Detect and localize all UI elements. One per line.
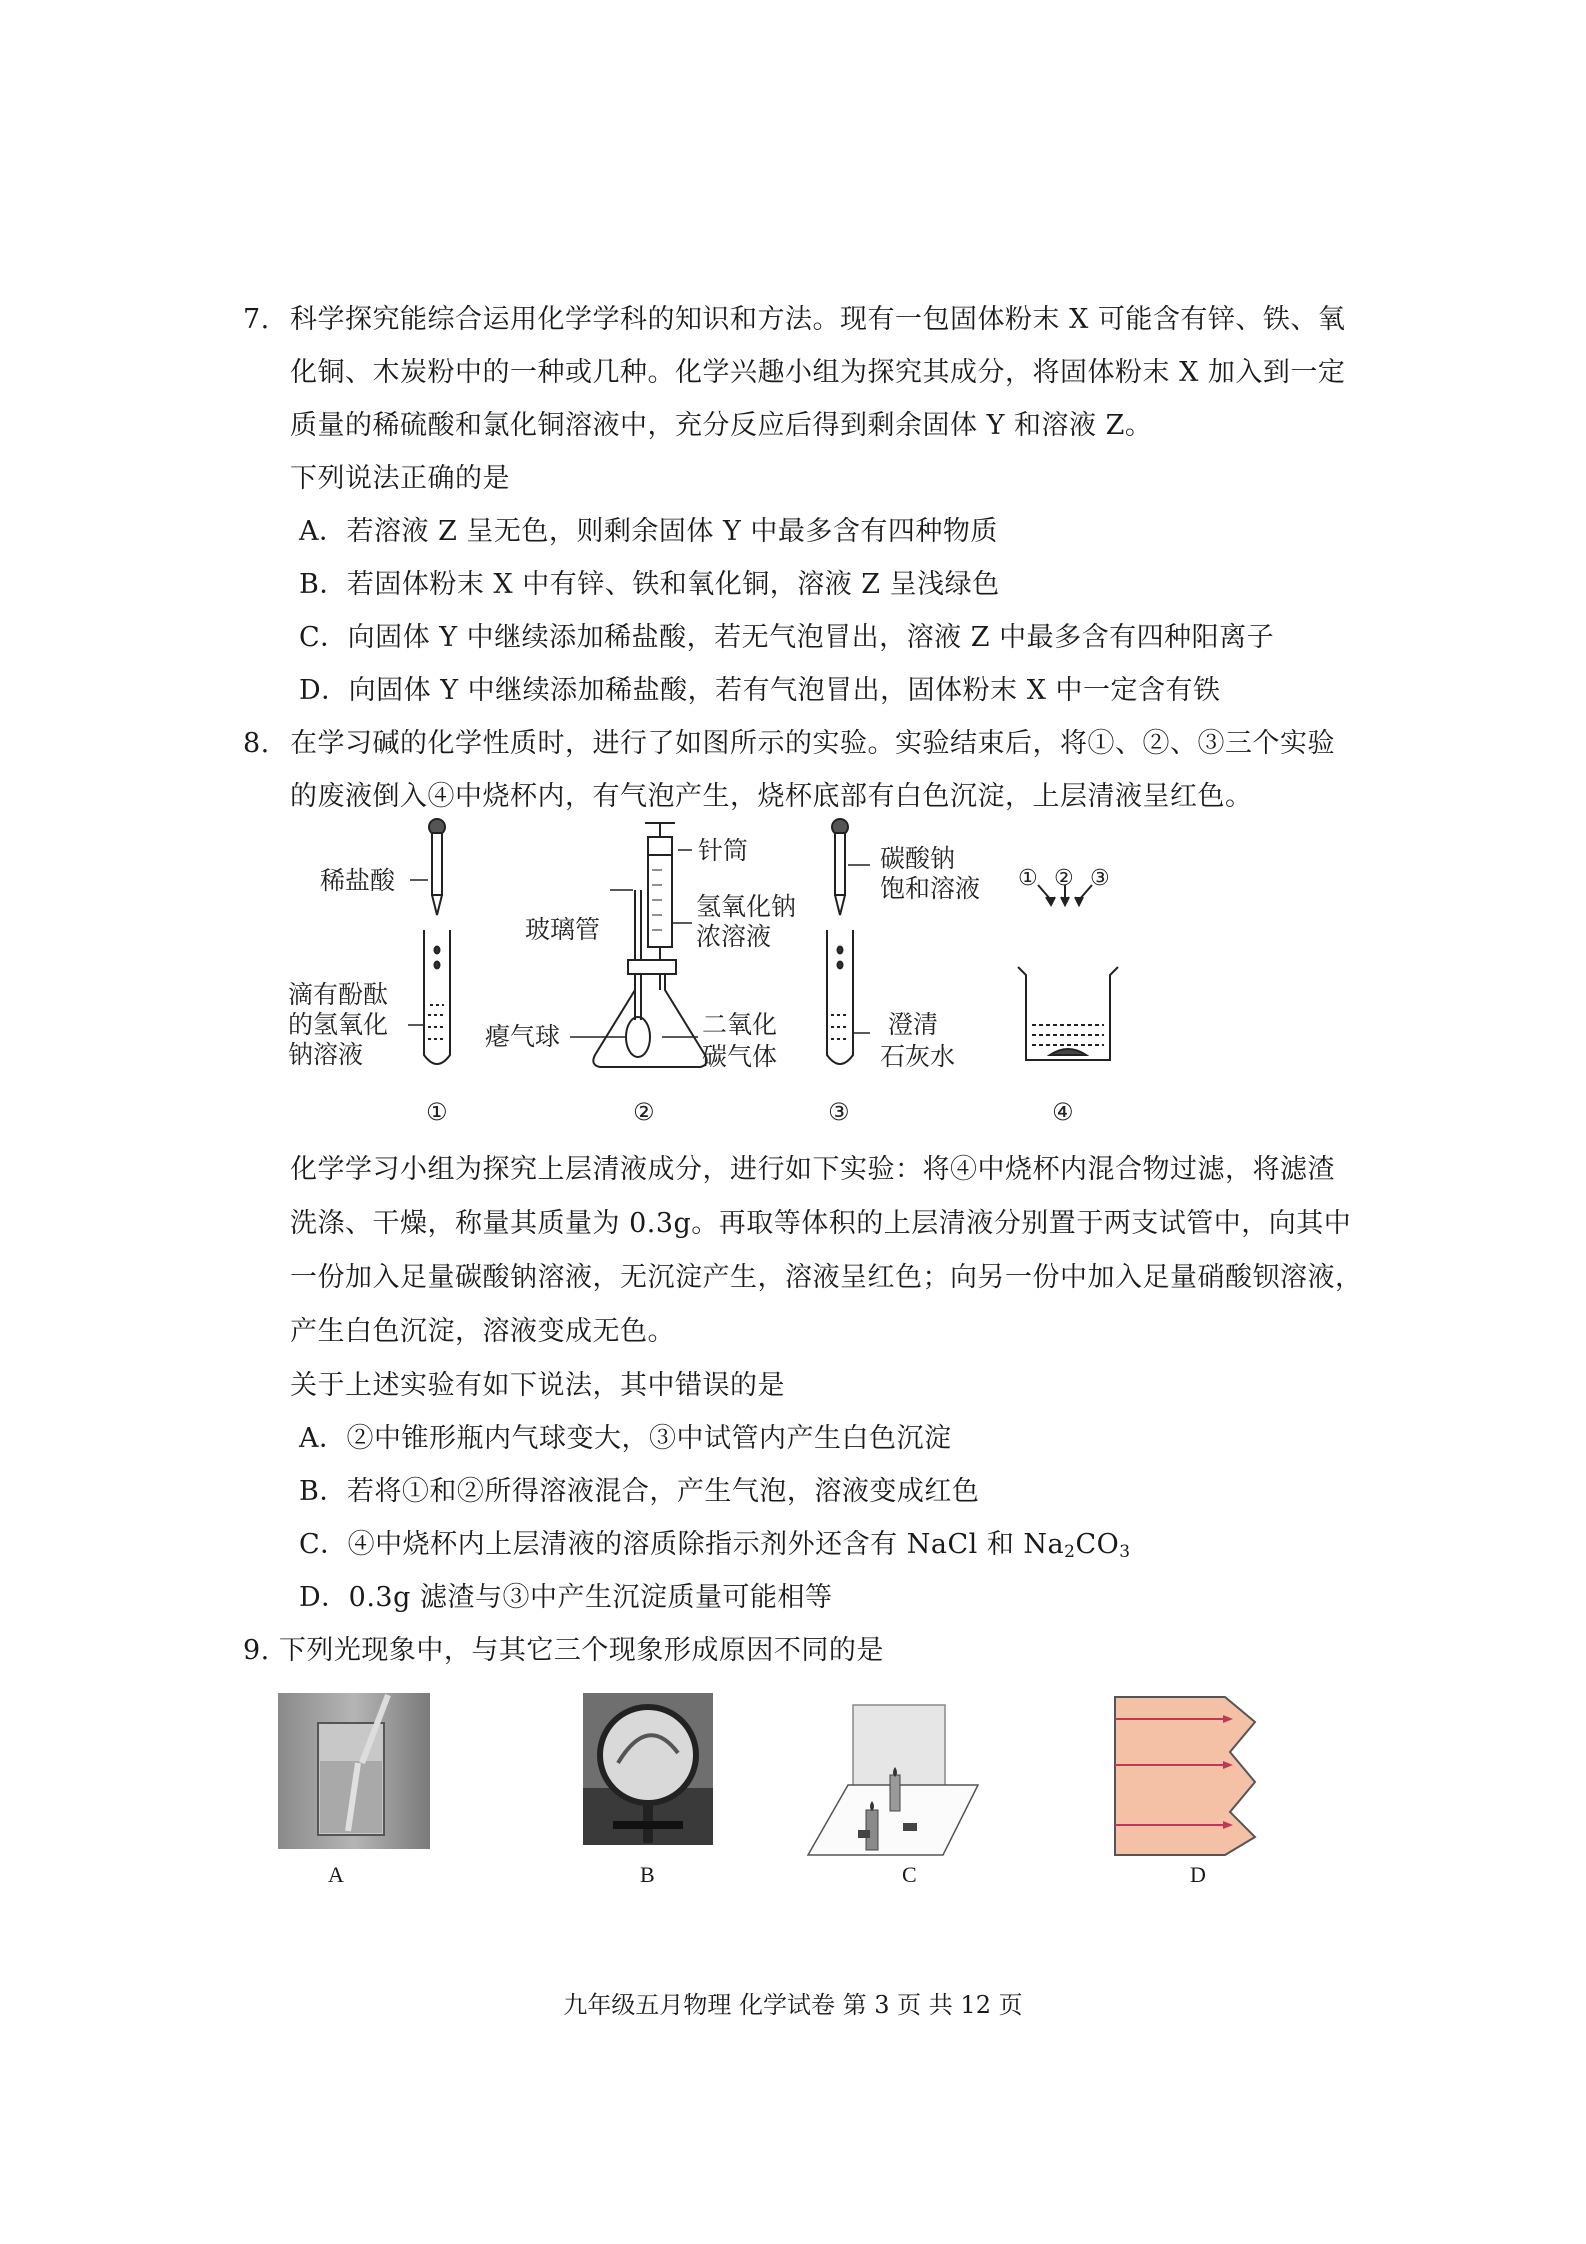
pour-label-2: ② bbox=[1054, 866, 1074, 891]
label-na2co3-1: 碳酸钠 bbox=[880, 844, 956, 873]
experiment-1 bbox=[408, 819, 450, 1064]
label-glass-tube: 玻璃管 bbox=[525, 915, 601, 944]
q8-number: 8. bbox=[243, 728, 270, 759]
q9-stem: 9. 下列光现象中，与其它三个现象形成原因不同的是 bbox=[243, 1635, 884, 1666]
label-limewater-2: 石灰水 bbox=[880, 1042, 956, 1071]
q9-image-c bbox=[808, 1705, 978, 1855]
q8-line-2: 的废液倒入④中烧杯内，有气泡产生，烧杯底部有白色沉淀，上层清液呈红色。 bbox=[290, 781, 1253, 812]
q7-stem: 下列说法正确的是 bbox=[290, 463, 510, 494]
q7-number: 7. bbox=[243, 304, 270, 335]
caption-1: ① bbox=[426, 1098, 448, 1126]
q8-option-b: B．若将①和②所得溶液混合，产生气泡，溶液变成红色 bbox=[299, 1476, 980, 1507]
label-naoh-1: 氢氧化钠 bbox=[696, 892, 797, 921]
q8-para-line-2: 洗涤、干燥，称量其质量为 0.3g。再取等体积的上层清液分别置于两支试管中，向其中 bbox=[290, 1208, 1352, 1239]
label-syringe: 针筒 bbox=[698, 836, 749, 865]
experiment-2 bbox=[570, 823, 707, 1067]
q9-image-d bbox=[1115, 1697, 1265, 1857]
q9-caption-b: B bbox=[640, 1862, 655, 1887]
q8-para-line-4: 产生白色沉淀，溶液变成无色。 bbox=[290, 1316, 675, 1347]
experiment-4 bbox=[1018, 885, 1118, 1060]
page-footer: 九年级五月物理 化学试卷 第 3 页 共 12 页 bbox=[563, 1991, 1023, 2019]
label-limewater-1: 澄清 bbox=[888, 1010, 939, 1039]
q7-option-d: D．向固体 Y 中继续添加稀盐酸，若有气泡冒出，固体粉末 X 中一定含有铁 bbox=[299, 675, 1221, 706]
q8-para-line-3: 一份加入足量碳酸钠溶液，无沉淀产生，溶液呈红色；向另一份中加入足量硝酸钡溶液， bbox=[290, 1262, 1363, 1293]
q8-stem: 关于上述实验有如下说法，其中错误的是 bbox=[290, 1370, 785, 1401]
q8-option-a: A．②中锥形瓶内气球变大，③中试管内产生白色沉淀 bbox=[299, 1423, 952, 1454]
q7-line-1: 科学探究能综合运用化学学科的知识和方法。现有一包固体粉末 X 可能含有锌、铁、氧 bbox=[290, 304, 1346, 335]
q8-apparatus-figure bbox=[288, 815, 1200, 1135]
q7-option-c: C．向固体 Y 中继续添加稀盐酸，若无气泡冒出，溶液 Z 中最多含有四种阳离子 bbox=[299, 622, 1275, 653]
q8-option-c: C．④中烧杯内上层清液的溶质除指示剂外还含有 NaCl 和 $Na_2CO_3$ bbox=[299, 1529, 1131, 1562]
q8-option-d: D．0.3g 滤渣与③中产生沉淀质量可能相等 bbox=[299, 1582, 833, 1613]
label-indicator-1: 滴有酚酞 bbox=[288, 980, 389, 1009]
q9-caption-c: C bbox=[902, 1862, 917, 1887]
pour-label-3: ③ bbox=[1090, 866, 1110, 891]
label-indicator-2: 的氢氧化 bbox=[288, 1010, 389, 1039]
q9-image-b bbox=[583, 1693, 713, 1845]
q7-option-b: B．若固体粉末 X 中有锌、铁和氧化铜，溶液 Z 呈浅绿色 bbox=[299, 569, 1000, 600]
q8-para-line-1: 化学学习小组为探究上层清液成分，进行如下实验：将④中烧杯内混合物过滤，将滤渣 bbox=[290, 1154, 1335, 1185]
label-naoh-2: 浓溶液 bbox=[696, 922, 772, 951]
label-indicator-3: 钠溶液 bbox=[288, 1040, 364, 1069]
q7-line-3: 质量的稀硫酸和氯化铜溶液中，充分反应后得到剩余固体 Y 和溶液 Z。 bbox=[290, 410, 1153, 441]
caption-3: ③ bbox=[828, 1098, 850, 1126]
label-co2-1: 二氧化 bbox=[702, 1010, 778, 1039]
label-co2-2: 碳气体 bbox=[702, 1042, 778, 1071]
label-na2co3-2: 饱和溶液 bbox=[880, 874, 981, 903]
q7-option-a: A．若溶液 Z 呈无色，则剩余固体 Y 中最多含有四种物质 bbox=[299, 516, 998, 547]
pour-label-1: ① bbox=[1018, 866, 1038, 891]
caption-4: ④ bbox=[1052, 1098, 1074, 1126]
q9-caption-d: D bbox=[1190, 1862, 1206, 1887]
label-hcl: 稀盐酸 bbox=[320, 866, 396, 895]
caption-2: ② bbox=[633, 1098, 655, 1126]
label-balloon: 瘪气球 bbox=[485, 1022, 561, 1051]
q7-line-2: 化铜、木炭粉中的一种或几种。化学兴趣小组为探究其成分，将固体粉末 X 加入到一定 bbox=[290, 357, 1346, 388]
q9-image-a bbox=[278, 1693, 430, 1849]
q8-line-1: 在学习碱的化学性质时，进行了如图所示的实验。实验结束后，将①、②、③三个实验 bbox=[290, 728, 1335, 759]
q9-caption-a: A bbox=[328, 1862, 344, 1887]
experiment-3 bbox=[827, 819, 870, 1064]
